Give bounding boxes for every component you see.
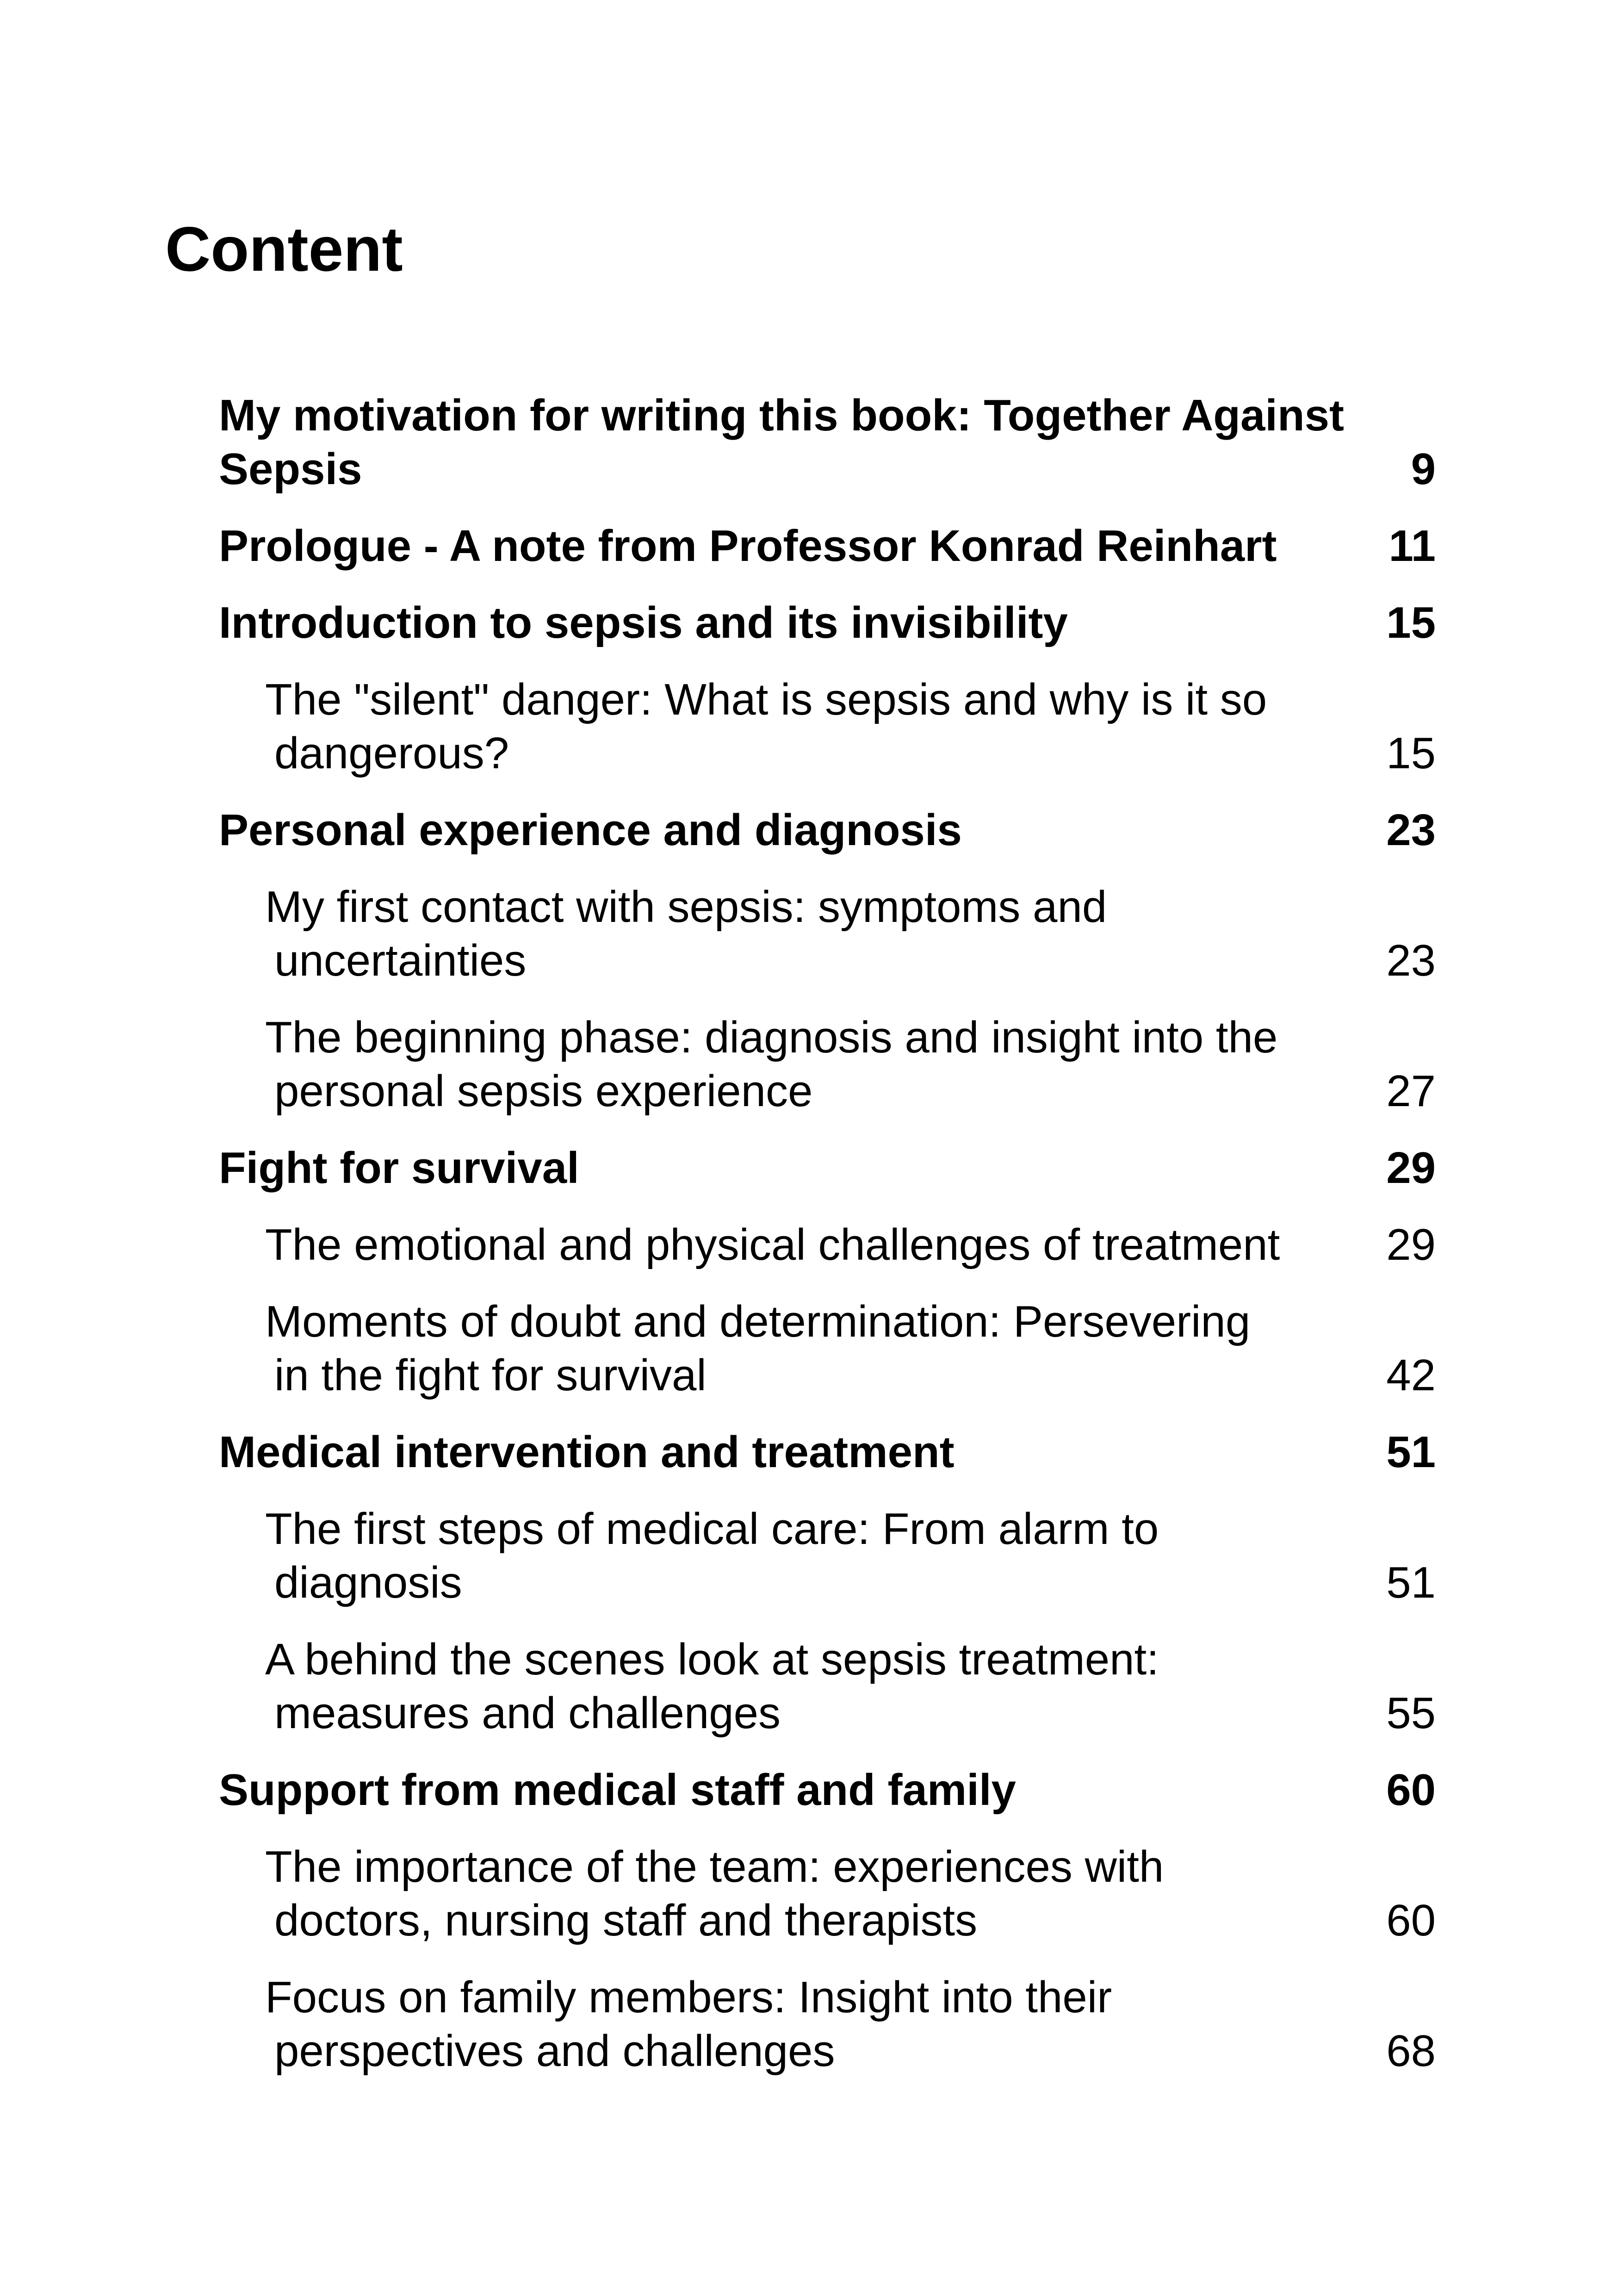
toc-page-number: 29	[1386, 1143, 1436, 1193]
toc-chapter-entry[interactable]	[219, 1141, 1436, 1195]
toc-entry-line: personal sepsis experience	[274, 1066, 813, 1116]
toc-page-number: 60	[1386, 1765, 1436, 1815]
toc-section-entry[interactable]	[219, 1011, 1436, 1118]
toc-section-entry[interactable]	[219, 880, 1436, 988]
toc-entry-label	[219, 1218, 1320, 1272]
toc-chapter-entry[interactable]	[219, 1425, 1436, 1479]
toc-section-entry[interactable]	[219, 1971, 1436, 2078]
toc-entry-line: My first contact with sepsis: symptoms and	[265, 882, 1107, 932]
toc-page-number: 15	[1386, 598, 1436, 647]
toc-entry-line: The "silent" danger: What is sepsis and why is it so	[265, 675, 1267, 724]
toc-page-number: 11	[1389, 521, 1436, 571]
toc-page-number: 27	[1386, 1066, 1436, 1116]
toc-page-number: 42	[1386, 1350, 1436, 1400]
toc-entry-label: Fight for survival	[219, 1143, 579, 1193]
toc-entry-line: Moments of doubt and determination: Persevering	[265, 1297, 1251, 1346]
toc-entry-line: Sepsis	[219, 444, 362, 494]
toc-entry-label	[219, 389, 1357, 496]
toc-entry-line: perspectives and challenges	[274, 2026, 835, 2076]
toc-entry-line: A behind the scenes look at sepsis treatment:	[265, 1635, 1159, 1684]
toc-section-entry[interactable]	[219, 1295, 1436, 1402]
toc-entry-line: The first steps of medical care: From alarm to	[265, 1504, 1159, 1554]
toc-entry-label	[219, 1840, 1320, 1948]
toc-entry-line: in the fight for survival	[274, 1350, 707, 1400]
page-title: Content	[165, 214, 403, 284]
table-of-contents	[219, 389, 1436, 2101]
toc-entry-label	[219, 1502, 1320, 1610]
toc-entry-line: doctors, nursing staff and therapists	[274, 1896, 978, 1945]
toc-section-entry[interactable]	[219, 1633, 1436, 1740]
toc-entry-label: Personal experience and diagnosis	[219, 805, 962, 855]
toc-entry-line: diagnosis	[274, 1558, 462, 1607]
toc-page-number: 55	[1386, 1688, 1436, 1738]
toc-page-number: 23	[1386, 936, 1436, 985]
toc-entry-label	[219, 1633, 1320, 1740]
toc-page-number: 9	[1411, 444, 1436, 494]
toc-entry-label: Introduction to sepsis and its invisibility	[219, 598, 1068, 647]
toc-entry-label	[219, 1295, 1320, 1402]
toc-entry-label	[219, 673, 1320, 780]
toc-section-entry[interactable]	[219, 1218, 1436, 1272]
toc-page-number: 29	[1386, 1220, 1436, 1269]
toc-entry-line: Focus on family members: Insight into their	[265, 1972, 1112, 2022]
toc-entry-line: The emotional and physical challenges of treatment	[265, 1220, 1280, 1269]
toc-entry-label: Medical intervention and treatment	[219, 1427, 955, 1477]
toc-entry-label: Prologue - A note from Professor Konrad Reinhart	[219, 521, 1277, 571]
toc-entry-line: The importance of the team: experiences with	[265, 1842, 1164, 1892]
toc-chapter-entry[interactable]	[219, 389, 1436, 496]
toc-section-entry[interactable]	[219, 673, 1436, 780]
toc-page-number: 15	[1386, 728, 1436, 778]
toc-section-entry[interactable]	[219, 1502, 1436, 1610]
toc-entry-line: uncertainties	[274, 936, 527, 985]
toc-chapter-entry[interactable]	[219, 519, 1436, 573]
toc-entry-label: Support from medical staff and family	[219, 1765, 1016, 1815]
toc-page-number: 51	[1386, 1558, 1436, 1607]
toc-page-number: 51	[1386, 1427, 1436, 1477]
toc-page-number: 60	[1386, 1896, 1436, 1945]
toc-entry-label	[219, 1011, 1320, 1118]
toc-page-number: 23	[1386, 805, 1436, 855]
toc-entry-label	[219, 1971, 1320, 2078]
toc-page-number: 68	[1386, 2026, 1436, 2076]
toc-chapter-entry[interactable]	[219, 1763, 1436, 1817]
toc-chapter-entry[interactable]	[219, 596, 1436, 650]
toc-entry-line: My motivation for writing this book: Together Against	[219, 391, 1344, 440]
toc-entry-label	[219, 880, 1320, 988]
toc-entry-line: The beginning phase: diagnosis and insight into the	[265, 1013, 1278, 1062]
toc-chapter-entry[interactable]	[219, 803, 1436, 857]
toc-entry-line: measures and challenges	[274, 1688, 781, 1738]
toc-section-entry[interactable]	[219, 1840, 1436, 1948]
toc-entry-line: dangerous?	[274, 728, 509, 778]
